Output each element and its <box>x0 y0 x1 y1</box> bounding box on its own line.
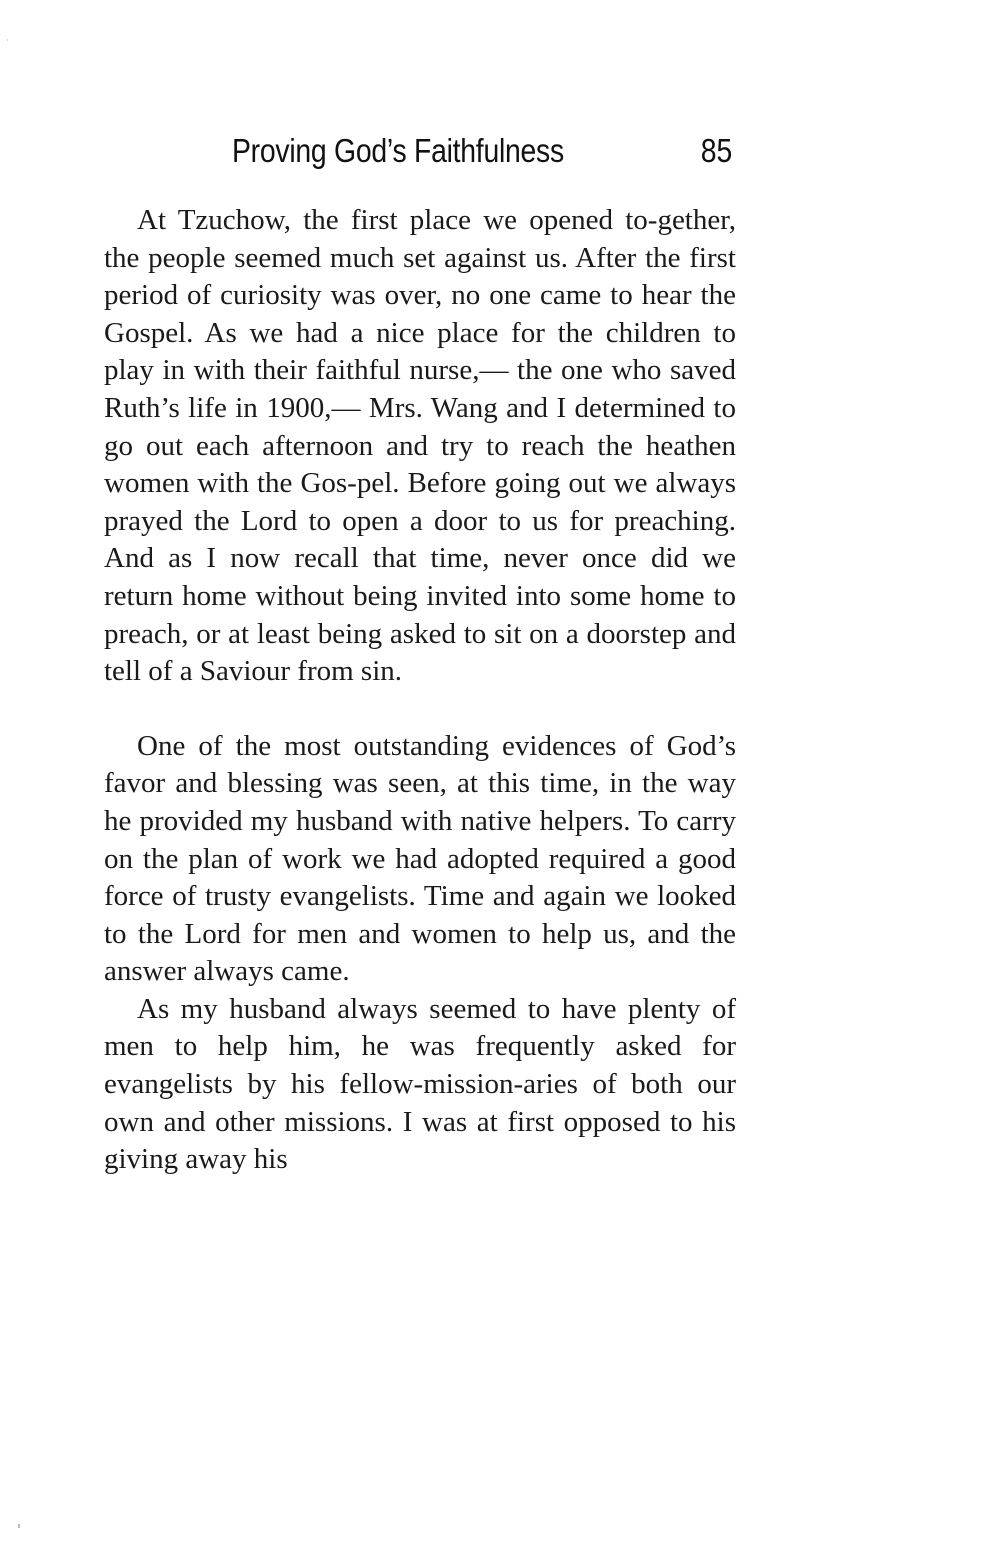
body-text <box>104 202 736 1179</box>
chapter-title: Proving God’s Faithfulness <box>232 132 564 169</box>
paragraph-2: One of the most outstanding evidences of God’s favor and blessing was seen, at this time, in the way he provided my husband with native helpers. To carry on the plan of work we had adopted required a good force of trusty evangelists. Time and again we looked to the Lord for men and women to help us, and the answer always came. <box>104 729 736 988</box>
page-number: 85 <box>700 132 733 169</box>
paragraph-3: As my husband always seemed to have plenty of men to help him, he was frequently asked for evangelists by his fellow-mission-aries of both our own and other missions. I was at first opposed to his giving away his <box>104 992 736 1176</box>
scan-speck: · <box>6 36 9 45</box>
paragraph-1: At Tzuchow, the first place we opened to-gether, the people seemed much set against us. After the first period of curiosity was over, no one came to hear the Gospel. As we had a nice place for the children to play in with their faithful nurse,— the one who saved Ruth’s life in 1900,— Mrs. Wang and I determined to go out each afternoon and try to reach the heathen women with the Gos-pel. Before going out we always prayed the Lord to open a door to us for preaching. And as I now recall that time, never once did we return home without being invited into some home to preach, or at least being asked to sit on a doorstep and tell of a Saviour from sin. <box>104 204 736 688</box>
scan-speck-bottom <box>18 1524 20 1528</box>
running-head <box>232 128 733 174</box>
